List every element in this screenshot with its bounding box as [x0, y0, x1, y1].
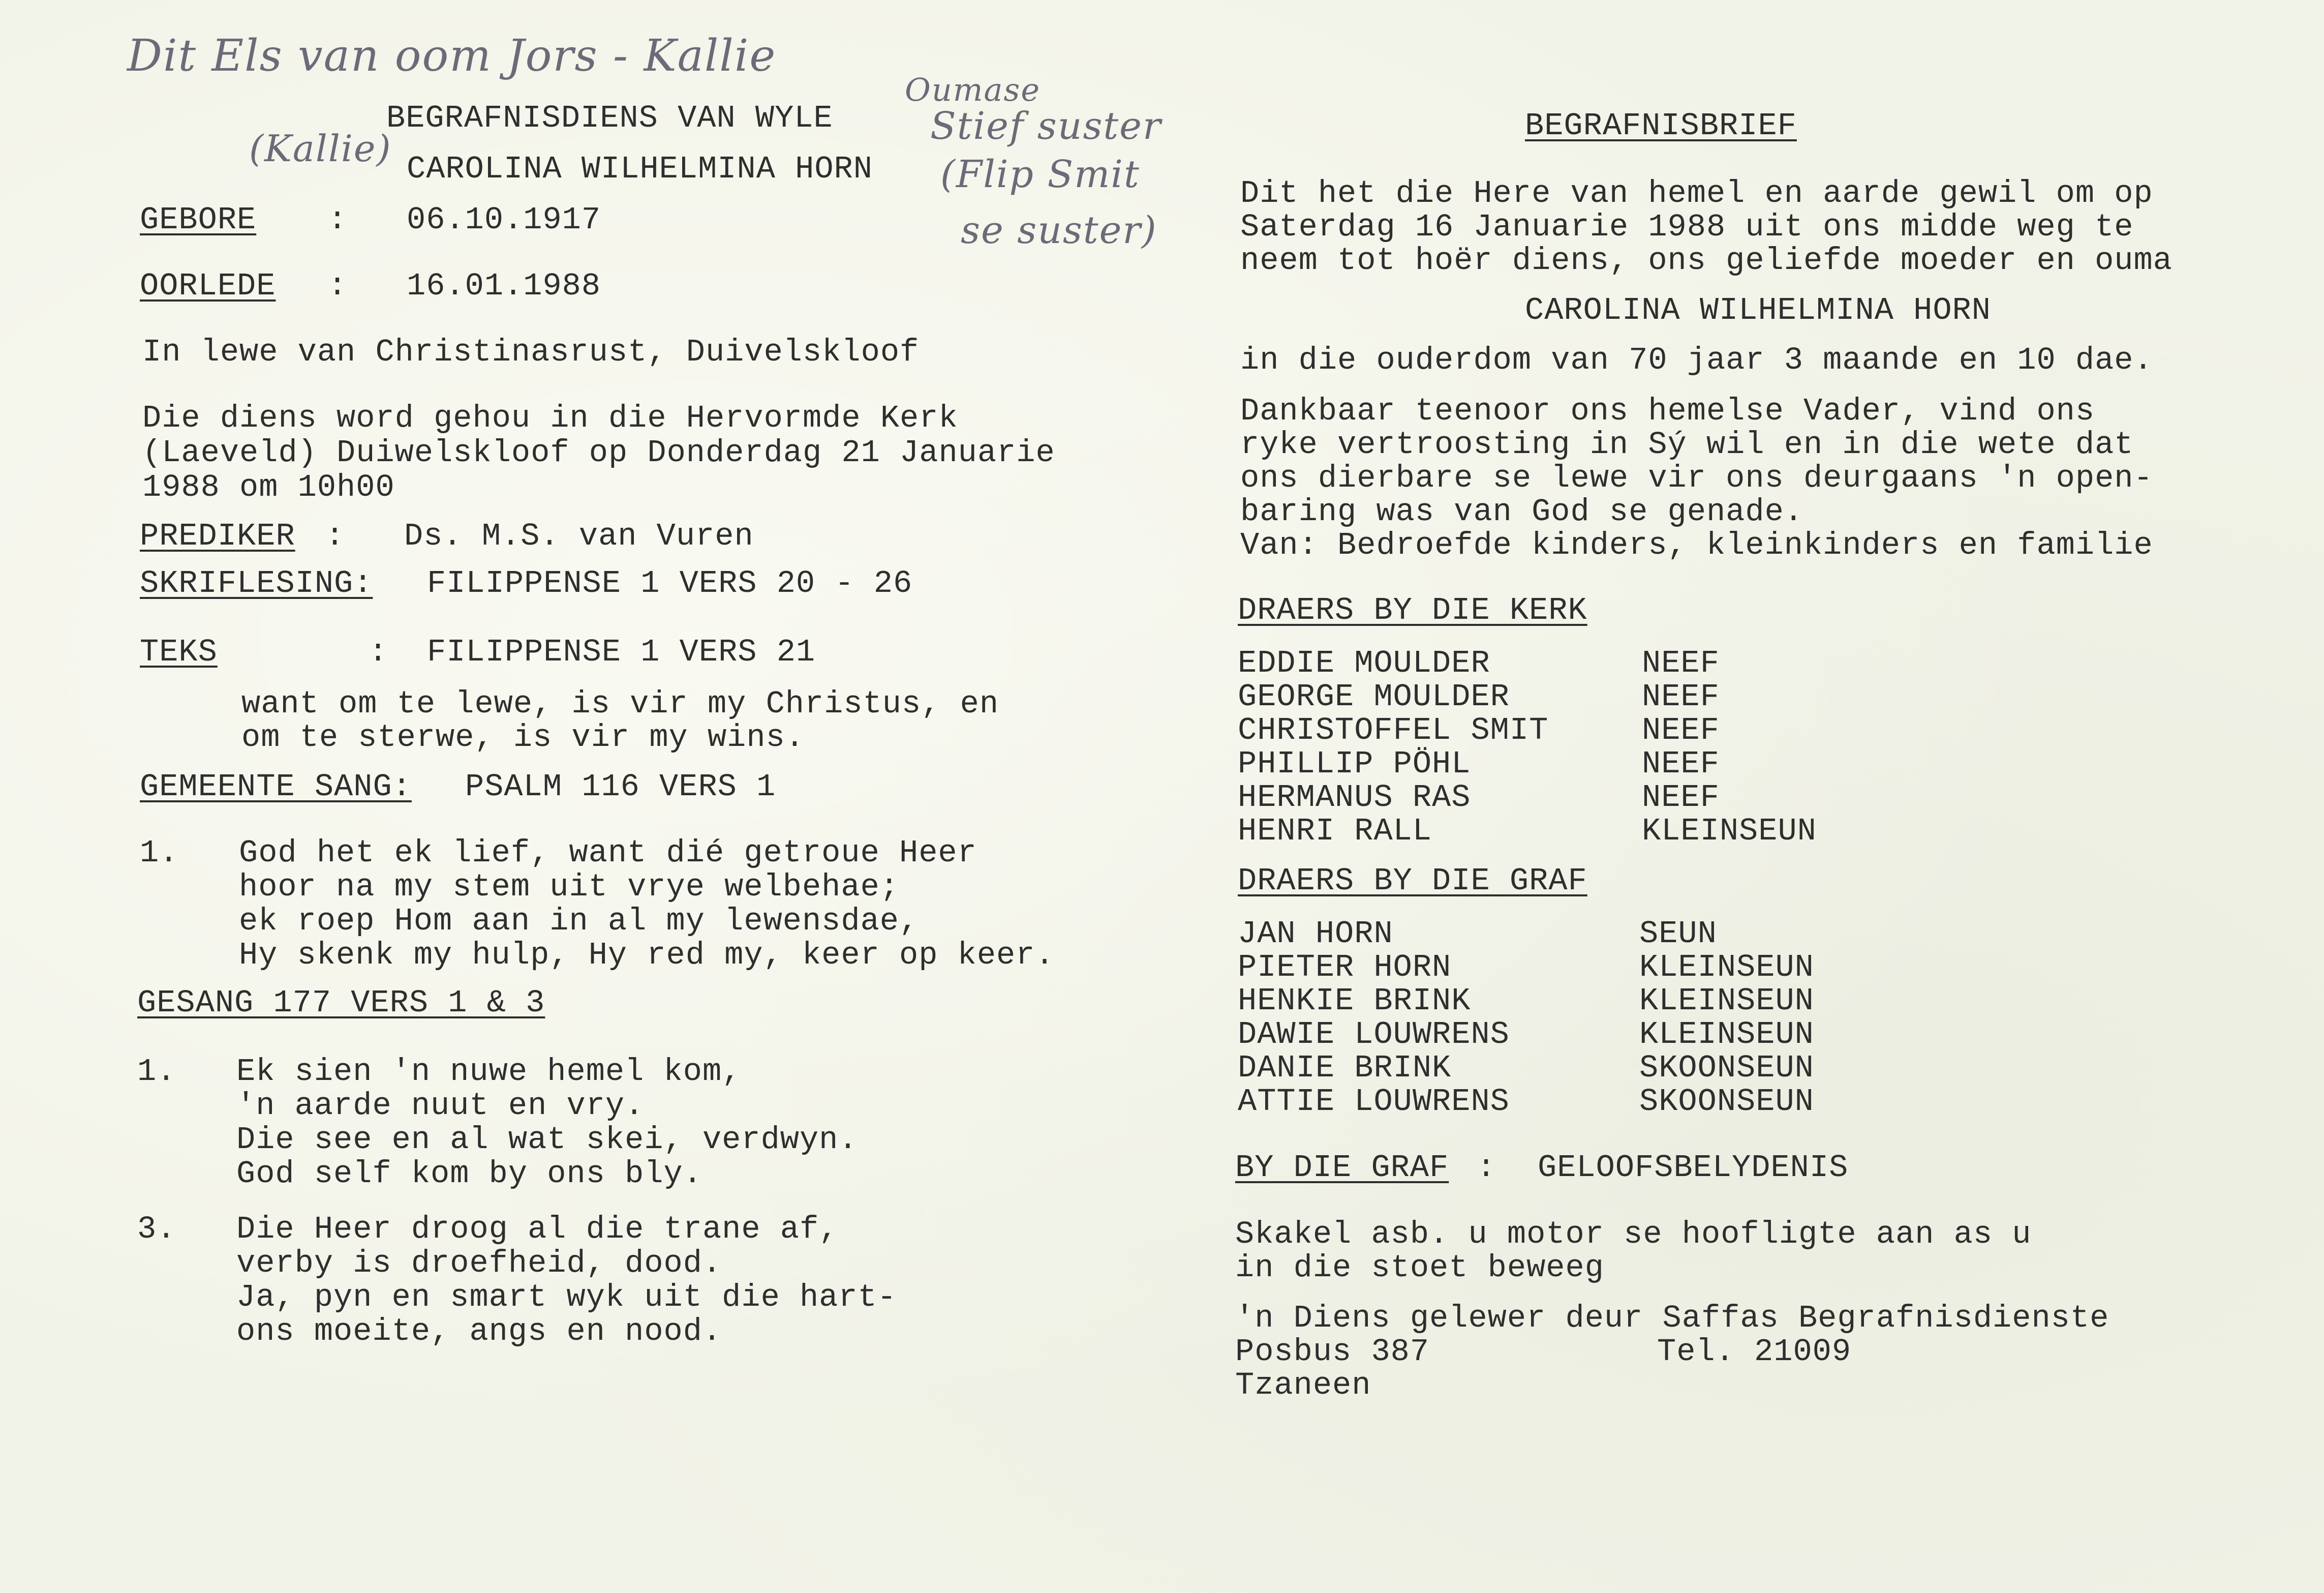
gesang-verse-1-line: God self kom by ons bly.: [236, 1156, 702, 1192]
handwritten-note-ouma-3: (Flip Smit: [940, 153, 1140, 196]
gesang-verse-3-number: 3.: [137, 1211, 176, 1247]
gemeente-sang-label: GEMEENTE SANG:: [140, 769, 412, 805]
prediker-label: PREDIKER: [140, 518, 295, 554]
bearer-name: HENRI RALL: [1238, 813, 1432, 849]
bearer-relation: NEEF: [1642, 712, 1720, 748]
bearer-name: EDDIE MOULDER: [1238, 645, 1490, 681]
thanks-line: ons dierbare se lewe vir ons deurgaans 'n open-: [1240, 460, 2153, 496]
deceased-name: CAROLINA WILHELMINA HORN: [1525, 292, 1991, 328]
bearer-relation: KLEINSEUN: [1639, 949, 1814, 985]
gesang-verse-3-line: Die Heer droog al die trane af,: [236, 1211, 839, 1247]
service-line-3: 1988 om 10h00: [142, 469, 395, 505]
residence-text: In lewe van Christinasrust, Duivelskloof: [142, 334, 920, 370]
by-die-graf-value: GELOOFSBELYDENIS: [1538, 1150, 1849, 1186]
by-die-graf-separator: :: [1477, 1150, 1496, 1186]
bearer-relation: NEEF: [1642, 645, 1720, 681]
bearer-name: ATTIE LOUWRENS: [1238, 1084, 1510, 1120]
bearer-relation: SEUN: [1639, 916, 1717, 952]
bearer-name: PIETER HORN: [1238, 949, 1452, 985]
thanks-line: Dankbaar teenoor ons hemelse Vader, vind ons: [1240, 393, 2095, 429]
bearer-relation: NEEF: [1642, 746, 1720, 782]
draers-graf-heading: DRAERS BY DIE GRAF: [1238, 863, 1587, 899]
gebore-label: GEBORE: [140, 202, 257, 238]
intro-line: Dit het die Here van hemel en aarde gewil om op: [1240, 175, 2153, 212]
town: Tzaneen: [1235, 1367, 1371, 1403]
by-die-graf-label: BY DIE GRAF: [1235, 1150, 1449, 1186]
teks-label: TEKS: [140, 634, 218, 670]
telephone: Tel. 21009: [1657, 1334, 1852, 1370]
gesang-verse-1-line: Die see en al wat skei, verdwyn.: [236, 1122, 858, 1158]
gemeente-sang-value: PSALM 116 VERS 1: [465, 769, 776, 805]
age-line: in die ouderdom van 70 jaar 3 maande en 10 dae.: [1240, 342, 2153, 378]
teks-separator: :: [369, 634, 388, 670]
prediker-separator: :: [325, 518, 345, 554]
gesang-verse-1-number: 1.: [137, 1054, 176, 1090]
psalm-line: ek roep Hom aan in al my lewensdae,: [239, 903, 919, 939]
bearer-name: DAWIE LOUWRENS: [1238, 1016, 1510, 1053]
lights-line-2: in die stoet beweeg: [1235, 1250, 1604, 1286]
left-title-line-1: BEGRAFNISDIENS VAN WYLE: [386, 100, 833, 136]
thanks-line: Van: Bedroefde kinders, kleinkinders en familie: [1240, 527, 2153, 563]
gesang-verse-1-line: 'n aarde nuut en vry.: [236, 1088, 645, 1124]
draers-kerk-heading: DRAERS BY DIE KERK: [1238, 592, 1587, 628]
psalm-line: Hy skenk my hulp, Hy red my, keer op keer.: [239, 937, 1055, 973]
prediker-value: Ds. M.S. van Vuren: [404, 518, 754, 554]
bearer-relation: SKOONSEUN: [1639, 1050, 1814, 1086]
handwritten-note-ouma-2: Stief suster: [930, 104, 1162, 148]
psalm-line: hoor na my stem uit vrye welbehae;: [239, 869, 900, 905]
gesang-verse-3-line: verby is droefheid, dood.: [236, 1245, 722, 1281]
teks-quote-line-2: om te sterwe, is vir my wins.: [241, 719, 805, 756]
posbus: Posbus 387: [1235, 1334, 1430, 1370]
oorlede-label: OORLEDE: [140, 268, 276, 304]
left-title-line-2: CAROLINA WILHELMINA HORN: [407, 151, 873, 187]
intro-line: Saterdag 16 Januarie 1988 uit ons midde weg te: [1240, 209, 2134, 245]
handwritten-note-ouma-4: se suster): [961, 208, 1157, 252]
bearer-relation: NEEF: [1642, 679, 1720, 715]
begrafnisbrief-title: BEGRAFNISBRIEF: [1525, 108, 1797, 144]
service-line-2: (Laeveld) Duiwelskloof op Donderdag 21 Januarie: [142, 435, 1055, 471]
handwritten-note-ouma-1: Oumase: [905, 71, 1041, 108]
bearer-name: HENKIE BRINK: [1238, 983, 1471, 1019]
gebore-value: 06.10.1917: [407, 202, 601, 238]
gesang-verse-3-line: Ja, pyn en smart wyk uit die hart-: [236, 1279, 897, 1315]
bearer-relation: KLEINSEUN: [1639, 983, 1814, 1019]
skriflesing-label: SKRIFLESING:: [140, 565, 373, 602]
oorlede-value: 16.01.1988: [407, 268, 601, 304]
service-line-1: Die diens word gehou in die Hervormde Kerk: [142, 400, 958, 436]
bearer-name: GEORGE MOULDER: [1238, 679, 1510, 715]
intro-line: neem tot hoër diens, ons geliefde moeder en ouma: [1240, 243, 2173, 279]
psalm-line: God het ek lief, want dié getroue Heer: [239, 835, 977, 871]
bearer-relation: KLEINSEUN: [1639, 1016, 1814, 1053]
bearer-name: HERMANUS RAS: [1238, 779, 1471, 816]
handwritten-note-top: Dit Els van oom Jors - Kallie: [127, 31, 777, 81]
bearer-name: PHILLIP PÖHL: [1238, 746, 1471, 782]
gesang-verse-1-line: Ek sien 'n nuwe hemel kom,: [236, 1054, 742, 1090]
bearer-relation: NEEF: [1642, 779, 1720, 816]
teks-value: FILIPPENSE 1 VERS 21: [427, 634, 816, 670]
handwritten-note-kallie: (Kallie): [249, 127, 392, 170]
teks-quote-line-1: want om te lewe, is vir my Christus, en: [241, 686, 999, 722]
psalm-verse-number: 1.: [140, 835, 179, 871]
bearer-name: DANIE BRINK: [1238, 1050, 1452, 1086]
gebore-separator: :: [328, 202, 348, 238]
lights-line-1: Skakel asb. u motor se hoofligte aan as u: [1235, 1216, 2032, 1252]
gesang-verse-3-line: ons moeite, angs en nood.: [236, 1313, 722, 1349]
bearer-relation: SKOONSEUN: [1639, 1084, 1814, 1120]
bearer-name: CHRISTOFFEL SMIT: [1238, 712, 1549, 748]
gesang-label: GESANG 177 VERS 1 & 3: [137, 985, 545, 1021]
bearer-relation: KLEINSEUN: [1642, 813, 1817, 849]
skriflesing-value: FILIPPENSE 1 VERS 20 - 26: [427, 565, 913, 602]
service-provider: 'n Diens gelewer deur Saffas Begrafnisdienste: [1235, 1300, 2109, 1336]
thanks-line: baring was van God se genade.: [1240, 494, 1803, 530]
thanks-line: ryke vertroosting in Sý wil en in die wete dat: [1240, 427, 2134, 463]
oorlede-separator: :: [328, 268, 348, 304]
bearer-name: JAN HORN: [1238, 916, 1393, 952]
